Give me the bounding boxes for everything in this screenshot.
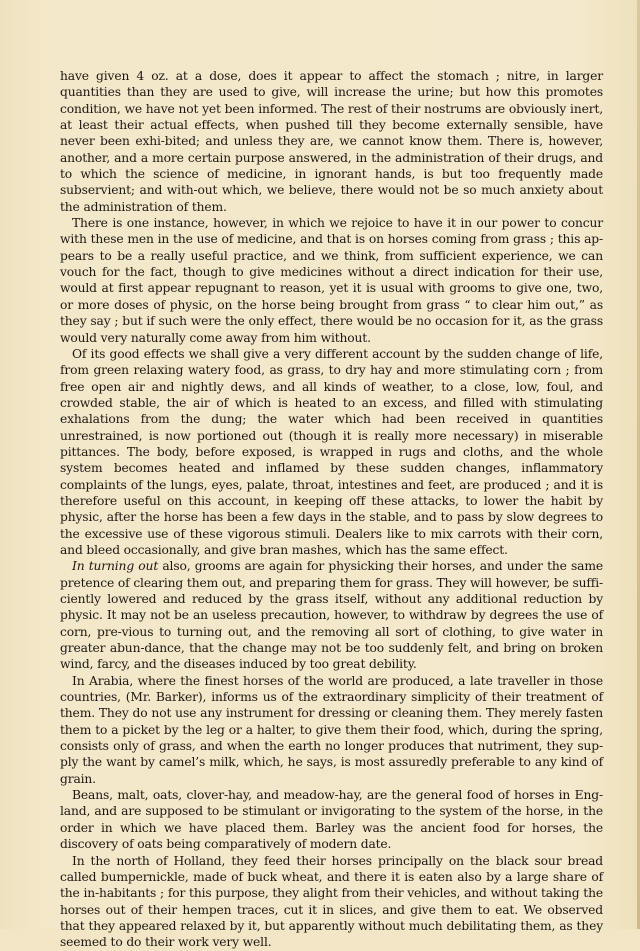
paragraph-3: [60, 346, 603, 558]
paragraph-4-text: also, grooms are again for physicking their horses, and under the same pretence of clearing them out, and preparing them for grass. They will however, be suffi-ciently lowered and reduced by the grass itself, without any additional reduction by physic. It may not be an useless precaution, however, to withdraw by degrees the use of corn, pre-vious to turning out, and the removing all sort of clothing, to give water in greater abun-dance, that the change may not be too suddenly felt, and bring on broken wind, farcy, and the diseases induced by too great debility.: [60, 559, 603, 672]
paragraph-6: [60, 787, 603, 852]
paragraph-4-italic-lead: In turning out: [72, 559, 159, 574]
paragraph-1-text: have given 4 oz. at a dose, does it appear to affect the stomach ; nitre, in larger quantities than they are used to give, will increase the urine; but how this promotes condition, we have not yet been informed. The rest of their nostrums are obviously inert, at least their actual effects, when pushed till they become externally sensible, have never been exhi-bited; and unless they are, we cannot know them. There is, however, another, and a more certain purpose answered, in the administration of their drugs, and to which the science of medicine, in ignorant hands, is but too frequently made subservient; and with-out which, we believe, there would not be so much anxiety about the administration of them.: [60, 69, 603, 214]
paragraph-2-text: There is one instance, however, in which we rejoice to have it in our power to concur with these men in the use of medicine, and that is on horses coming from grass ; this ap-pears to be a really useful practice, and we think, from sufficient experience, we can vouch for the fact, though to give medicines without a direct indication for their use, would at first appear repugnant to reason, yet it is usual with grooms to give one, two, or more doses of physic, on the horse being brought from grass “ to clear him out,” as they say ; but if such were the only effect, there would be no occasion for it, as the grass would very naturally come away from him without.: [60, 216, 603, 345]
paragraph-2: [60, 215, 603, 346]
paragraph-5: [60, 673, 603, 787]
paragraph-1: [60, 68, 603, 215]
paragraph-7: [60, 853, 603, 951]
paragraph-4: [60, 558, 603, 672]
paragraph-3-text: Of its good effects we shall give a very different account by the sudden change of life, from green relaxing watery food, as grass, to dry hay and more stimulating corn ; from free open air and nightly dews, and all kinds of weather, to a close, low, foul, and crowded stable, the air of which is heated to an excess, and filled with stimulating exhalations from the dung; the water which had been received in quantities unrestrained, is now portioned out (though it is really more necessary) in miserable pittances. The body, before exposed, is wrapped in rugs and cloths, and the whole system becomes heated and inflamed by these sudden changes, inflammatory complaints of the lungs, eyes, palate, throat, intestines and feet, are produced ; and it is therefore useful on this account, in keeping off these attacks, to lower the habit by physic, after the horse has been a few days in the stable, and to pass by slow degrees to the excessive use of these vigorous stimuli. Dealers like to mix carrots with their corn, and bleed occasionally, and give bran mashes, which has the same effect.: [60, 346, 603, 557]
paragraph-7-text: In the north of Holland, they feed their horses principally on the black sour bread called bumpernickle, made of buck wheat, and there it is eaten also by a large share of the in-habitants ; for this purpose, they alight from their vehicles, and without taking the horses out of their hempen traces, cut it in slices, and give them to eat. We observed that they appeared relaxed by it, but apparently without much debilitating them, as they seemed to do their work very well.: [60, 853, 603, 950]
paragraph-6-text: Beans, malt, oats, clover-hay, and meadow-hay, are the general food of horses in Eng-land, and are supposed to be stimulant or invigorating to the system of the horse, in the order in which we have placed them. Barley was the ancient food for horses, the discovery of oats being comparatively of modern date.: [60, 788, 603, 852]
body-text: [60, 68, 603, 951]
paragraph-5-text: In Arabia, where the finest horses of the world are produced, a late traveller in those countries, (Mr. Barker), informs us of the extraordinary simplicity of their treatment of them. They do not use any instrument for dressing or cleaning them. They merely fasten them to a picket by the leg or a halter, to give them their food, which, during the spring, consists only of grass, and when the earth no longer produces that nutriment, they sup-ply the want by camel’s milk, which, he says, is most assuredly preferable to any kind of grain.: [60, 673, 603, 786]
